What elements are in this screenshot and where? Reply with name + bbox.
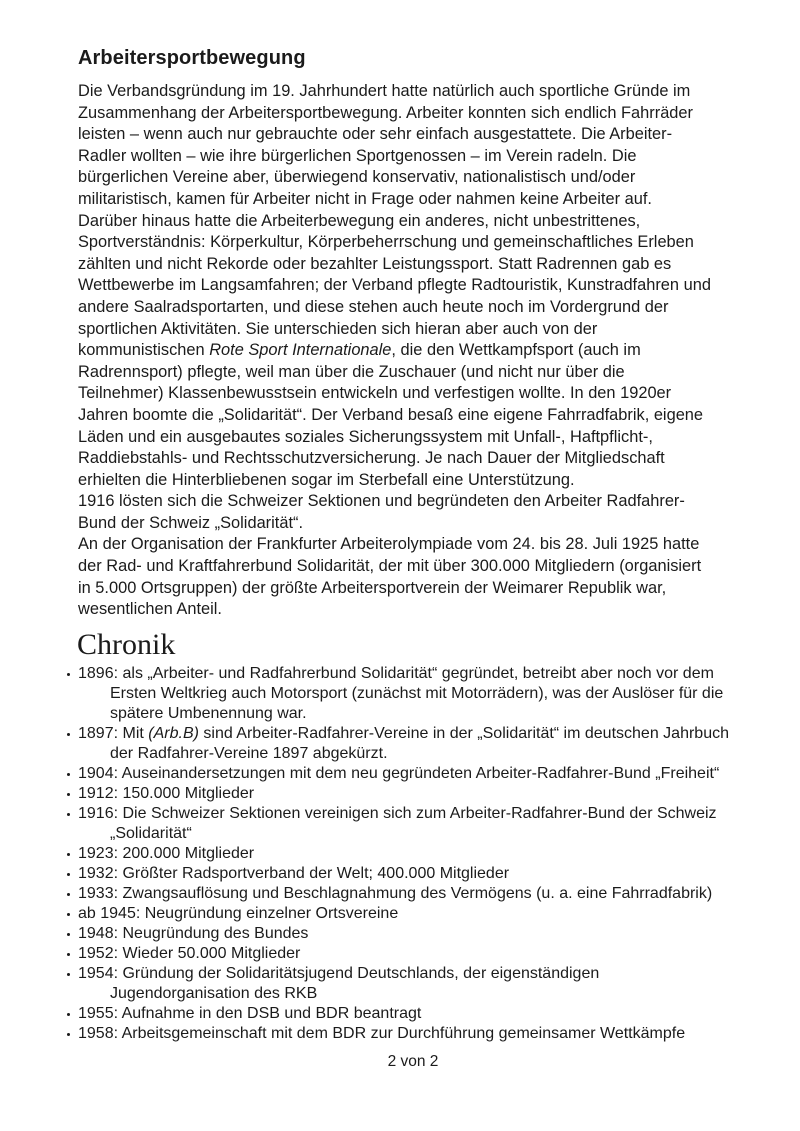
list-item-first-line: 1952: Wieder 50.000 Mitglieder xyxy=(78,944,729,964)
bullet-icon xyxy=(67,853,71,857)
bullet-icon xyxy=(67,813,71,817)
text-line: Die Verbandsgründung im 19. Jahrhundert hatte natürlich auch sportliche Gründe im xyxy=(78,82,691,100)
list-item-first-line: 1958: Arbeitsgemeinschaft mit dem BDR zur Durchführung gemeinsamer Wettkämpfe xyxy=(78,1024,729,1044)
list-item-continuation-line: Jugendorganisation des RKB xyxy=(110,985,318,1002)
bullet-icon xyxy=(67,873,71,877)
text-line: Darüber hinaus hatte die Arbeiterbewegung ein anderes, nicht unbestrittenes, xyxy=(78,211,641,230)
bullet-icon xyxy=(67,933,71,937)
section-heading-chronik: Chronik xyxy=(77,628,176,661)
list-item-continuation-line: Ersten Weltkrieg auch Motorsport (zunächst mit Motorrädern), was der Auslöser für die xyxy=(110,685,724,702)
text-line: der Rad- und Kraftfahrerbund Solidarität, der mit über 300.000 Mitgliedern (organisiert xyxy=(78,557,702,576)
text-line: in 5.000 Ortsgruppen) der größte Arbeitersportverein der Weimarer Republik war, xyxy=(78,578,667,597)
list-item-first-line: 1896: als „Arbeiter- und Radfahrerbund Solidarität“ gegründet, betreibt aber noch vor dem xyxy=(78,664,729,684)
list-item xyxy=(78,764,729,784)
list-item-first-line: 1954: Gründung der Solidaritätsjugend Deutschlands, der eigenständigen xyxy=(78,964,729,984)
text-line: bürgerlichen Vereine aber, überwiegend konservativ, nationalistisch und/oder xyxy=(78,168,636,187)
text-line: Sportverständnis: Körperkultur, Körperbeherrschung und gemeinschaftliches Erleben xyxy=(78,233,694,252)
bullet-icon xyxy=(67,953,71,957)
text-line: Zusammenhang der Arbeitersportbewegung. Arbeiter konnten sich endlich Fahrräder xyxy=(78,103,693,122)
list-item-first-line: 1904: Auseinandersetzungen mit dem neu gegründeten Arbeiter-Radfahrer-Bund „Freiheit“ xyxy=(78,764,729,784)
bullet-icon xyxy=(67,1013,71,1017)
list-item-continuation-line: „Solidarität“ xyxy=(110,825,192,842)
text-line: Läden und ein ausgebautes soziales Sicherungssystem mit Unfall-, Haftpflicht-, xyxy=(78,427,653,446)
list-item xyxy=(78,964,729,1004)
text-line: zählten und nicht Rekorde oder bezahlter Leistungssport. Statt Radrennen gab es xyxy=(78,254,672,273)
list-item-first-line: 1955: Aufnahme in den DSB und BDR beantragt xyxy=(78,1004,729,1024)
bullet-icon xyxy=(67,973,71,977)
bullet-icon xyxy=(67,773,71,777)
list-item-first-line: 1933: Zwangsauflösung und Beschlagnahmung des Vermögens (u. a. eine Fahrradfabrik) xyxy=(78,884,729,904)
text-line: Teilnehmer) Klassenbewusstsein entwickeln und verfestigen wollte. In den 1920er xyxy=(78,384,672,403)
list-item-first-line: 1916: Die Schweizer Sektionen vereinigen sich zum Arbeiter-Radfahrer-Bund der Schweiz xyxy=(78,804,729,824)
list-item-continuation-line: der Radfahrer-Vereine 1897 abgekürzt. xyxy=(110,745,388,762)
text-line: Jahren boomte die „Solidarität“. Der Verband besaß eine eigene Fahrradfabrik, eigene xyxy=(78,405,704,424)
list-item xyxy=(78,944,729,964)
list-item-first-line: 1897: Mit (Arb.B) sind Arbeiter-Radfahrer-Vereine in der „Solidarität“ im deutschen Jahrbuch xyxy=(78,724,729,744)
bullet-icon xyxy=(67,673,71,677)
list-item xyxy=(78,724,729,764)
list-item-continuation-line: spätere Umbenennung war. xyxy=(110,705,307,722)
bullet-icon xyxy=(67,793,71,797)
article-title: Arbeitersportbewegung xyxy=(78,47,306,69)
text-line: An der Organisation der Frankfurter Arbeiterolympiade vom 24. bis 28. Juli 1925 hatte xyxy=(78,535,700,554)
list-item-first-line: 1923: 200.000 Mitglieder xyxy=(78,844,729,864)
text-line: andere Saalradsportarten, und diese stehen auch heute noch im Vordergrund der xyxy=(78,297,669,316)
list-item xyxy=(78,844,729,864)
list-item xyxy=(78,924,729,944)
text-line: kommunistischen Rote Sport Internationale, die den Wettkampfsport (auch im xyxy=(78,341,641,360)
bullet-icon xyxy=(67,733,71,737)
list-item xyxy=(78,1004,729,1024)
list-item xyxy=(78,904,729,924)
text-line: wesentlichen Anteil. xyxy=(78,600,222,619)
text-line: leisten – wenn auch nur gebrauchte oder sehr einfach ausgestattete. Die Arbeiter- xyxy=(78,125,673,144)
list-item xyxy=(78,1024,729,1044)
text-line: sportlichen Aktivitäten. Sie unterschieden sich hieran aber auch von der xyxy=(78,319,598,338)
text-line: erhielten die Hinterbliebenen sogar im Sterbefall eine Unterstützung. xyxy=(78,470,575,489)
list-item-first-line: ab 1945: Neugründung einzelner Ortsvereine xyxy=(78,904,729,924)
text-line: 1916 lösten sich die Schweizer Sektionen und begründeten den Arbeiter Radfahrer- xyxy=(78,492,685,511)
list-item xyxy=(78,804,729,844)
list-item xyxy=(78,784,729,804)
bullet-icon xyxy=(67,1033,71,1037)
page-number: 2 von 2 xyxy=(387,1053,439,1070)
chronik-list xyxy=(78,664,729,1044)
list-item-first-line: 1932: Größter Radsportverband der Welt; 400.000 Mitglieder xyxy=(78,864,729,884)
list-item-first-line: 1948: Neugründung des Bundes xyxy=(78,924,729,944)
bullet-icon xyxy=(67,913,71,917)
list-item xyxy=(78,864,729,884)
text-line: Radler wollten – wie ihre bürgerlichen Sportgenossen – im Verein radeln. Die xyxy=(78,146,637,165)
list-item xyxy=(78,664,729,724)
list-item xyxy=(78,884,729,904)
bullet-icon xyxy=(67,893,71,897)
text-line: Raddiebstahls- und Rechtsschutzversicherung. Je nach Dauer der Mitgliedschaft xyxy=(78,449,665,468)
text-line: Wettbewerbe im Langsamfahren; der Verband pflegte Radtouristik, Kunstradfahren und xyxy=(78,276,711,295)
text-line: Radrennsport) pflegte, weil man über die Zuschauer (und nicht nur über die xyxy=(78,362,625,381)
text-line: Bund der Schweiz „Solidarität“. xyxy=(78,513,304,532)
intro-paragraphs xyxy=(78,81,711,621)
list-item-first-line: 1912: 150.000 Mitglieder xyxy=(78,784,729,804)
text-line: militaristisch, kamen für Arbeiter nicht in Frage oder nahmen keine Arbeiter auf. xyxy=(78,189,652,208)
